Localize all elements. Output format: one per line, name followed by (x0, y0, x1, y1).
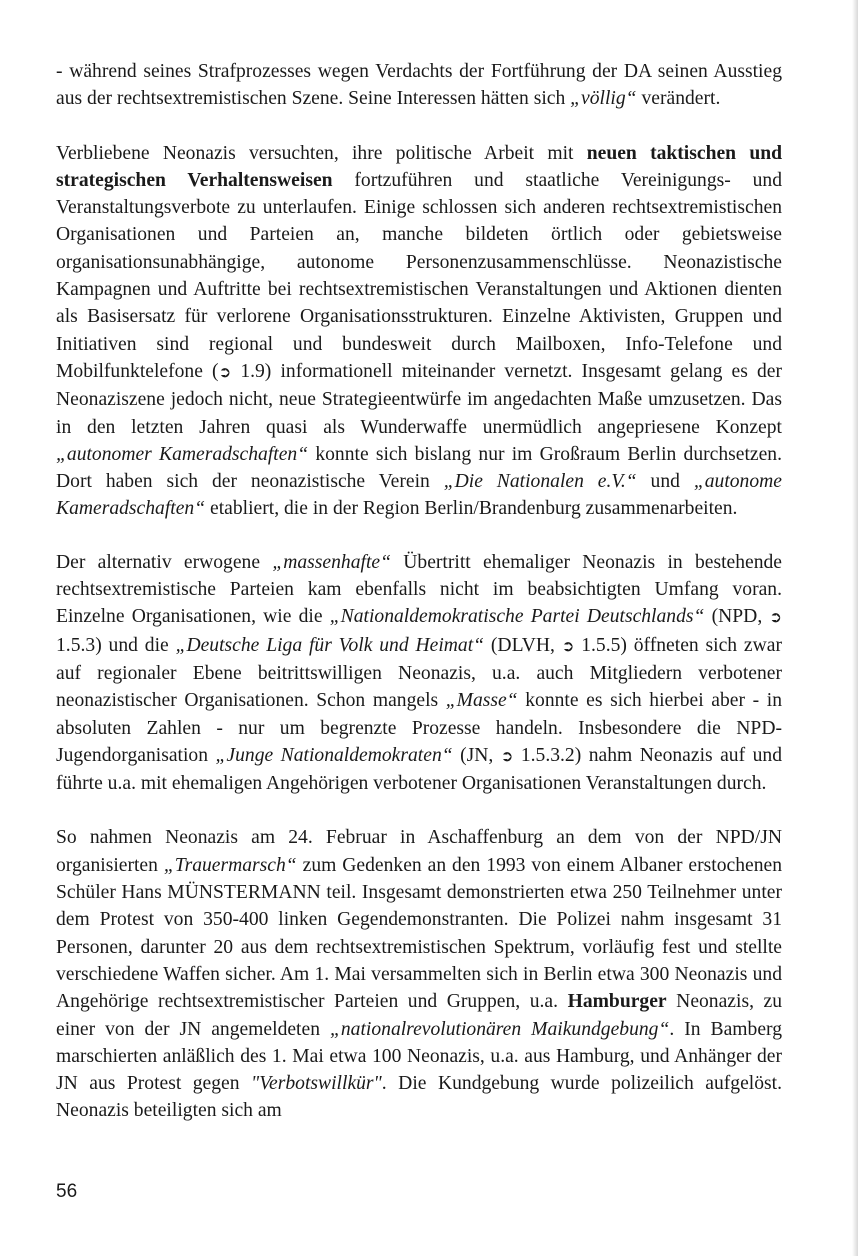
text-run: zum Gedenken an den 1993 von einem Albaner erstochenen Schüler Hans MÜNSTERMANN teil. Insgesamt demonstrierten etwa 250 Teilnehmer unter dem Protest von 350-400 linken Gegendemonstranten. Die Polizei nahm insgesamt 31 Personen, darunter 20 aus dem rechtsextremistischen Spektrum, vorläufig fest und stellte verschiedene Waffen sicher. Am 1. Mai versammelten sich in Berlin etwa 300 Neonazis und Angehörige rechtsextremistischer Parteien und Gruppen, u.a. (56, 854, 783, 1013)
italic-text: „Trauermarsch“ (163, 854, 297, 876)
italic-text: „Junge Nationaldemokraten“ (215, 744, 453, 766)
italic-text: „Nationaldemokratische Partei Deutschlands“ (329, 606, 705, 628)
bold-text: Hamburger (567, 991, 667, 1013)
paragraph-4 (56, 824, 782, 1124)
text-run: Der alternativ erwogene (56, 551, 273, 573)
bold-text: neuen taktischen und strategischen Verhaltensweisen (56, 142, 783, 191)
cross-reference-arrow-icon: ➲ (500, 746, 514, 765)
italic-text: „massenhafte“ (272, 551, 391, 573)
text-run: 1.9) informationell miteinander vernetzt. Insgesamt gelang es der Neonaziszene jedoch nicht, neue Strategieentwürfe im angedachten Maße umzusetzen. Das in den letzten Jahren quasi als Wunderwaffe unermüdlich angepriesene Konzept (56, 360, 782, 438)
text-run: fortzuführen und staatliche Vereinigungs- und Veranstaltungsverbote zu unterlaufen. Einige schlossen sich anderen rechtsextremistischen Organisationen und Parteien an, manche bildeten örtlich oder gebietsweise organisationsunabhängige, autonome Personenzusammenschlüsse. Neonazistische Kampagnen und Auftritte bei rechtsextremistischen Veranstaltungen und Aktionen dienten als Basisersatz für verlorene Organisationsstrukturen. Einzelne Aktivisten, Gruppen und Initiativen sind regional und bundesweit durch Mailboxen, Info-Telefone und Mobilfunktelefone ( (56, 169, 782, 382)
text-run: konnte sich bislang nur im Großraum Berlin durchsetzen. Dort haben sich der neonazistische Verein (56, 443, 782, 493)
paragraph-3 (56, 549, 782, 798)
text-run: verändert. (636, 88, 721, 110)
text-run: - während seines Strafprozesses wegen Verdachts der Fortführung der DA seinen Ausstieg aus der rechtsextremistischen Szene. Seine Interessen hätten sich (56, 61, 782, 110)
text-run: So nahmen Neonazis am 24. Februar in Aschaffenburg an dem von der NPD/JN organisierten (56, 827, 782, 876)
text-run: etabliert, die in der Region Berlin/Brandenburg zusammenarbeiten. (205, 498, 738, 520)
text-run: (JN, (452, 744, 501, 766)
page-number: 56 (56, 1181, 78, 1202)
italic-text: „autonome Kameradschaften“ (56, 471, 782, 520)
text-run: Neonazis, zu einer von der JN angemeldeten (56, 991, 783, 1040)
text-run: konnte es sich hierbei aber - in absoluten Zahlen - nur um begrenzte Prozesse handeln. Insbesondere die NPD-Jugendorganisation (56, 690, 782, 766)
page-edge-shadow (852, 0, 858, 1256)
text-run: 1.5.3) und die (56, 634, 176, 656)
text-run: 1.5.5) öffneten sich zwar auf regionaler Ebene beitrittswilligen Neonazis, u.a. auch Mitgliedern verbotener neonazistischer Organisationen. Schon mangels (56, 634, 782, 712)
document-page (56, 58, 782, 1152)
paragraph-1 (56, 58, 782, 113)
italic-text: „Die Nationalen e.V.“ (443, 471, 637, 493)
italic-text: "Verbotswillkür" (251, 1073, 382, 1095)
text-run: . Die Kundgebung wurde polizeilich aufgelöst. Neonazis beteiligten sich am (56, 1073, 782, 1122)
italic-text: „Deutsche Liga für Volk und Heimat“ (175, 634, 485, 656)
text-run: . In Bamberg marschierten anläßlich des 1. Mai etwa 100 Neonazis, u.a. aus Hamburg, und Anhänger der JN aus Protest gegen (56, 1018, 782, 1095)
text-run: Verbliebene Neonazis versuchten, ihre politische Arbeit mit (56, 142, 587, 164)
text-run: und (636, 471, 694, 493)
paragraph-2 (56, 140, 782, 523)
italic-text: „nationalrevolutionären Maikundgebung“ (329, 1018, 670, 1040)
text-run: (NPD, (704, 606, 770, 628)
cross-reference-arrow-icon: ➲ (769, 608, 782, 627)
cross-reference-arrow-icon: ➲ (218, 362, 232, 381)
text-run: Übertritt ehemaliger Neonazis in bestehende rechtsextremistische Parteien kam ebenfalls nicht im beabsichtigten Umfang voran. Einzelne Organisationen, wie die (56, 551, 782, 628)
text-run: (DLVH, (484, 634, 562, 656)
text-run: 1.5.3.2) nahm Neonazis auf und führte u.a. mit ehemaligen Angehörigen verbotener Organisationen Veranstaltungen durch. (56, 744, 782, 795)
italic-text: „völlig“ (570, 88, 637, 110)
italic-text: „autonomer Kameradschaften“ (56, 443, 309, 465)
cross-reference-arrow-icon: ➲ (561, 636, 575, 655)
italic-text: „Masse“ (445, 690, 518, 712)
